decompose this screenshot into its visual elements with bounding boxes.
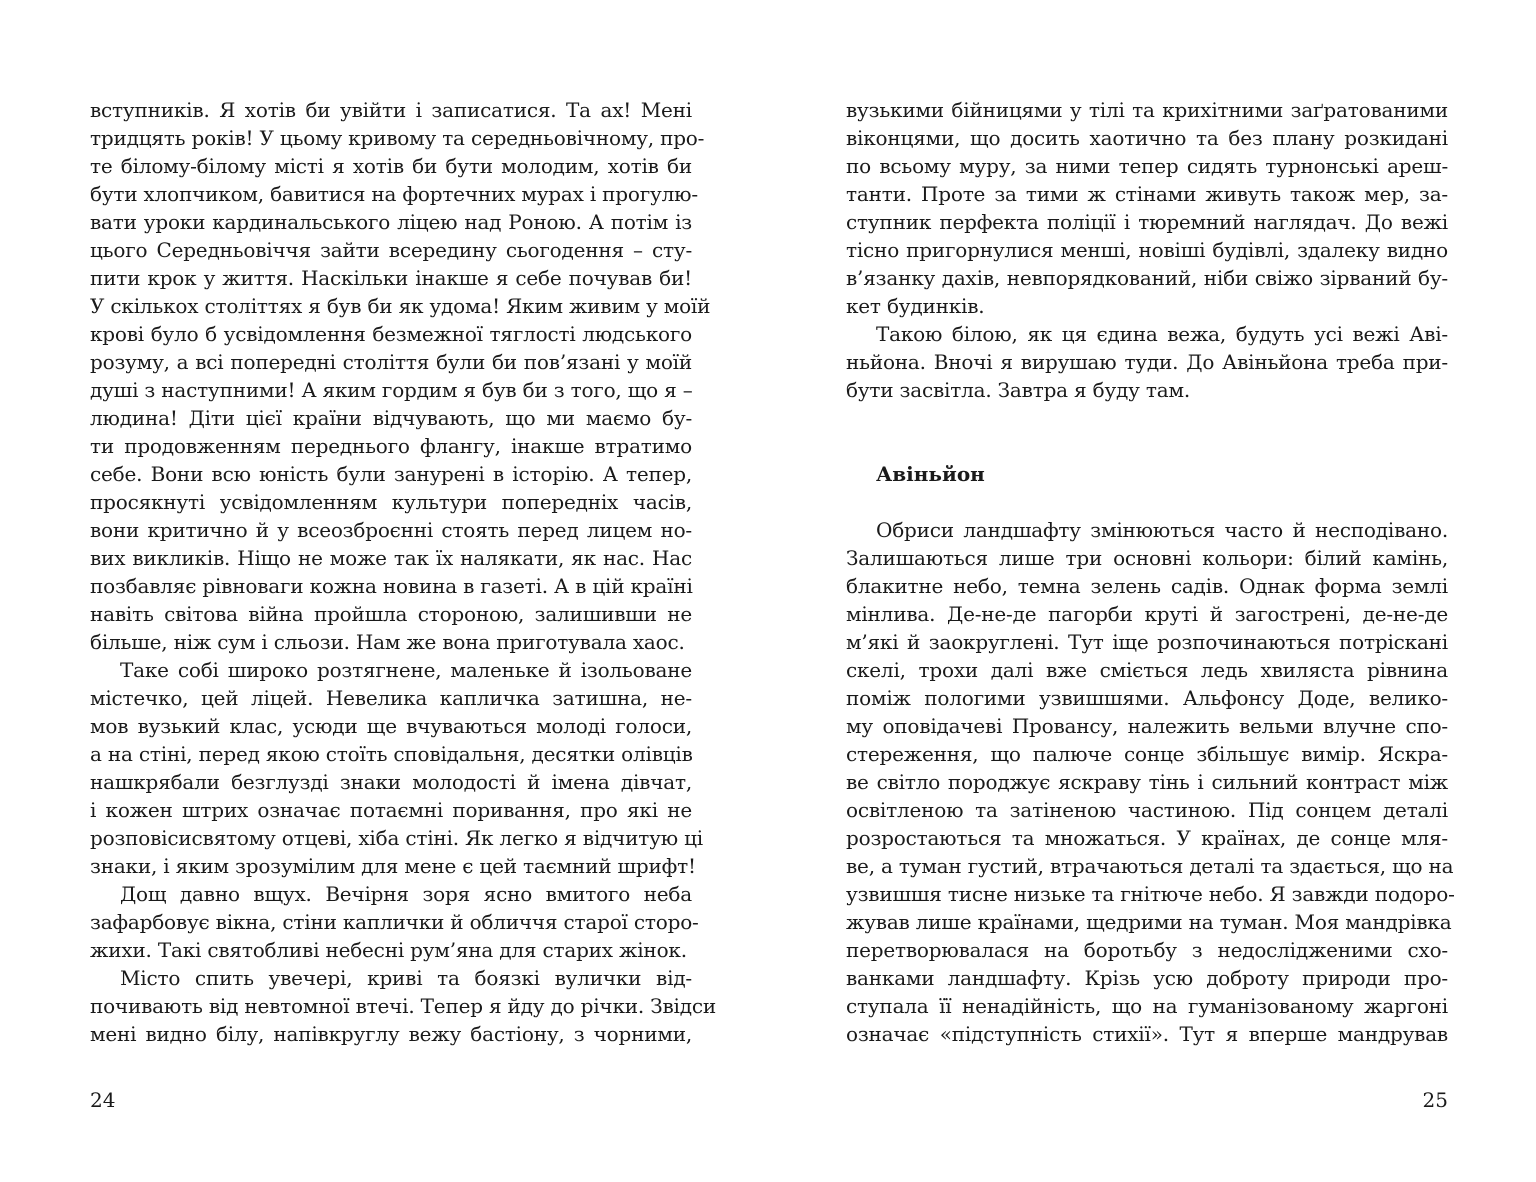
text-line: ве, а туман густий, втрачаються деталі та здається, що на [846, 854, 1454, 878]
left-page-text [90, 96, 716, 1048]
text-line: позбавляє рівноваги кожна новина в газеті. А в цій країні [90, 574, 693, 598]
text-line: вони критично й у всеозброєнні стоять перед лицем но- [90, 518, 692, 542]
text-line: в’язанку дахів, невпорядкований, ніби свіжо зірваний бу- [846, 266, 1448, 290]
section-gap [846, 404, 1448, 460]
right-page-paragraphs-bottom [846, 516, 1455, 1048]
text-line: почивають від невтомної втечі. Тепер я йду до річки. Звідси [90, 994, 716, 1018]
text-line: душі з наступними! А яким гордим я був би з того, що я – [90, 378, 693, 402]
text-line: вступників. Я хотів би увійти і записатися. Та ах! Мені [90, 98, 692, 122]
text-line: себе. Вони всю юність були занурені в історію. А тепер, [90, 462, 692, 486]
text-line: поміж пологими узвишшями. Альфонсу Доде, велико- [846, 686, 1448, 710]
text-line: тісно пригорнулися менші, новіші будівлі, здалеку видно [846, 238, 1448, 262]
text-line: по всьому муру, за ними тепер сидять турнонські ареш- [846, 154, 1448, 178]
text-line: а на стіні, перед якою стоїть сповідальня, десятки олівців [90, 742, 693, 766]
text-line: віконцями, що досить хаотично та без плану розкидані [846, 126, 1448, 150]
text-line: навіть світова війна пройшла стороною, залишивши не [90, 602, 692, 626]
text-line: освітленою та затіненою частиною. Під сонцем деталі [846, 798, 1448, 822]
text-line: просякнуті усвідомленням культури попередніх часів, [90, 490, 692, 514]
text-line: ве світло породжує яскраву тінь і сильний контраст між [846, 770, 1448, 794]
text-line: людина! Діти цієї країни відчувають, що ми маємо бу- [90, 406, 692, 430]
text-line: тридцять років! У цьому кривому та середньовічному, про- [90, 126, 705, 150]
text-line: знаки, і яким зрозумілим для мене є цей таємний шрифт! [90, 854, 696, 878]
text-line: ступала її ненадійність, що на гуманізованому жаргоні [846, 994, 1448, 1018]
text-line: мені видно білу, напівкруглу вежу бастіону, з чорними, [90, 1022, 692, 1046]
text-line: вузькими бійницями у тілі та крихітними заґратованими [846, 98, 1448, 122]
text-line: цього Середньовіччя зайти всередину сьогодення – сту- [90, 238, 692, 262]
text-line: пити крок у життя. Наскільки інакше я себе почував би! [90, 266, 692, 290]
text-line: бути хлопчиком, бавитися на фортечних мурах і прогулю- [90, 182, 698, 206]
text-line: кет будинків. [846, 294, 985, 318]
right-page [768, 0, 1536, 1182]
text-line: стереження, що палюче сонце збільшує вимір. Яскра- [846, 742, 1448, 766]
text-line: Місто спить увечері, криві та боязкі вулички від- [120, 966, 692, 990]
right-page-paragraphs-top [846, 96, 1448, 404]
text-line: більше, ніж сум і сльози. Нам же вона приготувала хаос. [90, 630, 685, 654]
text-line: перетворювалася на боротьбу з недослідженими схо- [846, 938, 1448, 962]
text-line: означає «підступність стихії». Тут я вперше мандрував [846, 1022, 1448, 1046]
text-line: нашкрябали безглузді знаки молодості й імена дівчат, [90, 770, 692, 794]
text-line: Такою білою, як ця єдина вежа, будуть усі вежі Аві- [876, 322, 1448, 346]
text-line: вати уроки кардинальського ліцею над Роною. А потім із [90, 210, 692, 234]
section-gap [846, 488, 1448, 516]
text-line: Залишаються лише три основні кольори: білий камінь, [846, 546, 1448, 570]
text-line: те білому-білому місті я хотів би бути молодим, хотів би [90, 154, 692, 178]
text-line: містечко, цей ліцей. Невелика капличка затишна, не- [90, 686, 692, 710]
text-line: ти продовженням переднього флангу, інакше втратимо [90, 434, 692, 458]
text-line: розростаються та множаться. У країнах, де сонце мля- [846, 826, 1448, 850]
text-line: крові було б усвідомлення безмежної тяглості людського [90, 322, 692, 346]
text-line: мов вузький клас, усюди ще вчуваються молоді голоси, [90, 714, 692, 738]
text-line: Дощ давно вщух. Вечірня зоря ясно вмитого неба [120, 882, 692, 906]
text-line: м’які й заокруглені. Тут іще розпочинаються потріскані [846, 630, 1448, 654]
text-line: ванками ландшафту. Крізь усю доброту природи про- [846, 966, 1448, 990]
text-line: узвишшя тисне низьке та гнітюче небо. Я завжди подоро- [846, 882, 1455, 906]
text-line: вих викликів. Ніщо не може так їх налякати, як нас. Нас [90, 546, 692, 570]
text-line: У скількох століттях я був би як удома! Яким живим у моїй [90, 294, 711, 318]
text-line: бути засвітла. Завтра я буду там. [846, 378, 1190, 402]
page-number-left: 24 [90, 1088, 116, 1112]
text-line: мінлива. Де-не-де пагорби круті й загострені, де-не-де [846, 602, 1448, 626]
right-page-text [846, 96, 1455, 1048]
text-line: ньйона. Вночі я вирушаю туди. До Авіньйона треба при- [846, 350, 1448, 374]
text-line: і кожен штрих означає потаємні поривання, про які не [90, 798, 692, 822]
text-line: танти. Проте за тими ж стінами живуть також мер, за- [846, 182, 1448, 206]
text-line: жихи. Такі святобливі небесні рум’яна для старих жінок. [90, 938, 687, 962]
text-line: Таке собі широко розтягнене, маленьке й ізольоване [120, 658, 692, 682]
text-line: скелі, трохи далі вже сміється ледь хвиляста рівнина [846, 658, 1448, 682]
text-line: ступник перфекта поліції і тюремний наглядач. До вежі [846, 210, 1448, 234]
text-line: розповісиcвятому отцеві, хіба стіні. Як легко я відчитую ці [90, 826, 703, 850]
text-line: жував лише країнами, щедрими на туман. Моя мандрівка [846, 910, 1452, 934]
text-line: Обриси ландшафту змінюються часто й несподівано. [876, 518, 1448, 542]
text-line: розуму, а всі попередні століття були би пов’язані у моїй [90, 350, 692, 374]
section-heading: Авіньйон [876, 462, 985, 486]
text-line: зафарбовує вікна, стіни каплички й обличчя старої сторо- [90, 910, 699, 934]
text-line: му оповідачеві Провансу, належить вельми влучне спо- [846, 714, 1448, 738]
text-line: блакитне небо, темна зелень садів. Однак форма землі [846, 574, 1448, 598]
page-number-right: 25 [1422, 1088, 1448, 1112]
